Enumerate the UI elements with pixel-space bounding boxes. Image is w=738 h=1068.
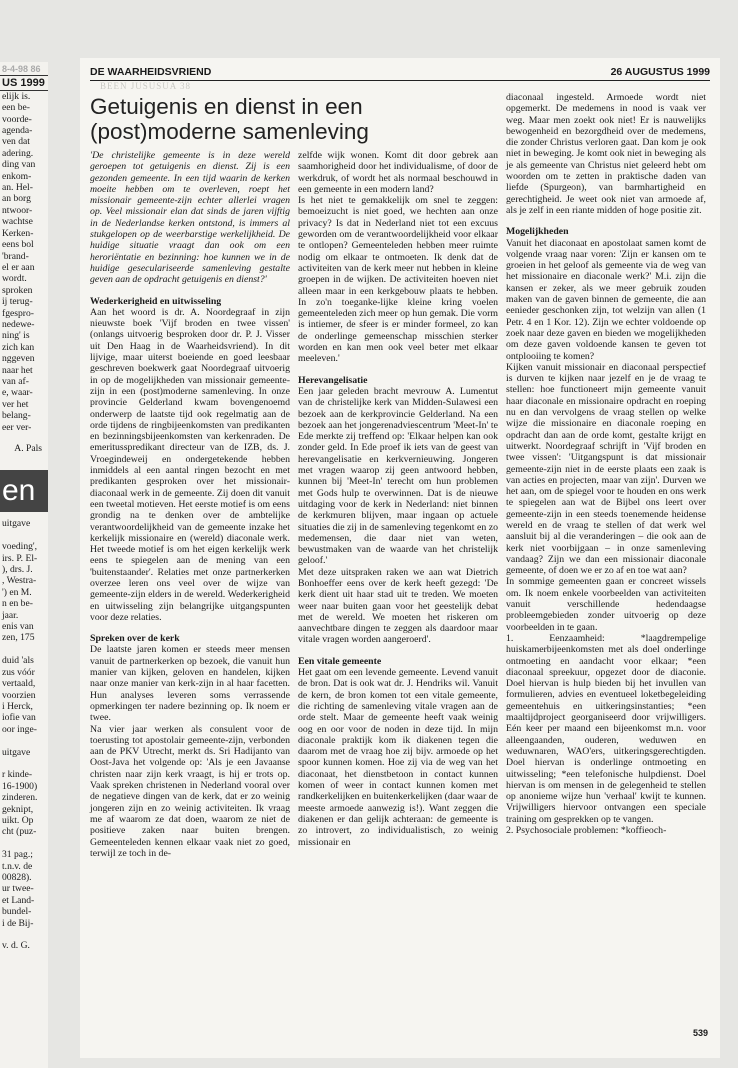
paragraph: Aan het woord is dr. A. Noordegraaf in zijn nieuwste boek 'Vijf broden en twee vissen' (onlangs uitvoerig besproken door dr. P. J. Visser uit Den Haag in de Waarheidsvriend). In dit lijvige, maar uiterst boeiende en goed leesbaar geschreven boekwerk gaat Noordegraaf uitvoerig in op de mogelijkheden van missionair gemeente-zijn in een (post)moderne samenleving. In onze provincie Gelderland kwam bovengenoemd onderwerp de laatste tijd ook regelmatig aan de orde tijdens de ringbijeenkomsten van predikanten en bezinningsbijeenkomsten van kerkenraden. De emeritusspredikant directeur van de IZB, ds. J. Vroegindeweij en ondergetekende hebben inmiddels al een aantal ringen bezocht en met predikanten gesproken over het missionair-diaconaal werk in de gemeente. Zij doen dit vanuit een tweetal motieven. Het eerste motief is om eens grondig na te denken over de ambtelijke verantwoordelijkheid van de gemeente inzake het kerkelijk missionaire en (wereld) diaconale werk. Het tweede motief is om het eigen kerkelijk werk eens te spiegelen aan de mening van een 'buitenstaander'. Relaties met onze partnerkerken overzee leren ons veel over de wijze van gemeente-zijn elders in de wereld. Wederkerigheid en uitwisseling zijn belangrijke uitgangspunten voor deze relaties. [90, 306, 290, 623]
strip-line [0, 758, 48, 769]
strip-line: duid 'als [2, 655, 34, 667]
issue-date: 26 AUGUSTUS 1999 [610, 66, 710, 78]
strip-line: zus vóór [2, 666, 35, 678]
strip-line: el er aan [2, 261, 35, 273]
subheading: Spreken over de kerk [90, 633, 180, 645]
paragraph: Een jaar geleden bracht mevrouw A. Lumentut van de christelijke kerk van Midden-Sulawesi een bezoek aan de kerkprovincie Gelderland. Na een bezoek aan het jongerenadviescentrum 'Meet-In' te Ede merkte zij treffend op: 'Elkaar helpen kan ook zonder geld. In Ede proef ik iets van de geest van herevangelisatie en kerkvernieuwing. Jongeren met vragen waarop zij geen antwoord hebben, kunnen bij 'Meet-In' terecht om hun problemen met Gods hulp te overwinnen. Dat is de nieuwe uitdaging voor de kerk in Nederland: niet binnen de kerkmuren blijven, maar ingaan op actuele situaties die zij in de samenleving tegenkomt en zo medemensen, die daar niet van weten, bewustmaken van de waarde van het christelijk geloof.' [298, 385, 498, 567]
strip-line: v. d. G. [2, 940, 30, 952]
strip-ghost-text: 8-4-98 86 [0, 62, 48, 76]
strip-line: een be- [2, 102, 30, 114]
column-1 [90, 150, 290, 859]
strip-line: ), drs. J. [2, 564, 33, 576]
paragraph: zelfde wijk wonen. Komt dit door gebrek aan saamhorigheid door het individualisme, of door de werkdruk, of wordt het als normaal beschouwd in een gemeente in een modern land? [298, 150, 498, 195]
lead-paragraph: 'De christelijke gemeente is in deze wereld geroepen tot getuigenis en dienst. Zij is een gezonden gemeente. In een tijd waarin de kerken moeite hebben om te overleven, roept het missionair gemeente-zijn echter allerlei vragen op. Veel missionair elan dat sinds de jaren vijftig in de Nederlandse kerken ontstond, is immers al stukgelopen op de weerbarstige werkelijkheid. De huidige situatie vraagt dan ook om een heroriëntatie en bezinning: hoe kunnen we in de huidige geseculariseerde samenleving gestalte geven aan de opdracht getuigenis en dienst?' [90, 150, 290, 286]
strip-line: ') en M. [2, 586, 32, 598]
strip-line: r kinde- [2, 769, 33, 781]
strip-text-b [0, 518, 48, 951]
strip-line [0, 838, 48, 849]
strip-line: zich kan [2, 341, 35, 353]
strip-line: e, waar- [2, 387, 33, 399]
subheading: Een vitale gemeente [298, 655, 382, 667]
strip-line: agenda- [2, 125, 33, 137]
strip-line: eer ver- [2, 421, 32, 433]
strip-line [0, 644, 48, 655]
strip-line: ij terug- [2, 296, 33, 308]
paragraph: 1. Eenzaamheid: *laagdrempelige huiskamerbijeenkomsten met als doel onderlinge ontmoeting en aandacht voor elkaar; *een diaconaal spreekuur, opgezet door de diaconie. Doel hiervan is hulp bieden bij het invullen van formulieren, advies en eventueel loketbegeleiding gemeentehuis en uitkeringsinstanties; *een maaltijdproject georganiseerd door vrijwilligers. Eén keer per maand een bijeenkomst m.n. voor alleengaanden, ouderen, weduwen en weduwnaren, WAO'ers, uitkeringsgerechtigden. Doel hiervan is onderlinge ontmoeting en uitwisseling; *een telefonische hulpdienst. Doel hiervan is om mensen in de gelegenheid te stellen op anonieme wijze hun 'verhaal' kwijt te kunnen. Vrijwilligers hiervoor ontvangen een speciale training om gesprekken op te vangen. [506, 632, 706, 825]
column-3 [506, 92, 706, 836]
strip-line: an borg [2, 193, 31, 205]
strip-line: ding van [2, 159, 36, 171]
paragraph: Na vier jaar werken als consulent voor de toerusting tot apostolair gemeente-zijn, verbonden aan de PKV Utrecht, merkt ds. Sri Hadijanto van Oost-Java het volgende op: 'Als je een Javaanse christen naar zijn kerk vraagt, is hij er trots op. Vaak spreken christenen in Nederland vooral over de negatieve dingen van de kerk, dat er zo weinig jongeren zijn en zo weinig activiteiten. Ik vraag me af waarom ze dat doen, waarom ze niet de positieve zaken naar buiten brengen. Gemeenteleden kennen elkaar vaak niet zo goed, terwijl ze toch in de- [90, 723, 290, 859]
strip-line: n en be- [2, 598, 33, 610]
strip-line: 'brand- [2, 250, 29, 262]
strip-line: wordt. [2, 273, 27, 285]
strip-heading: en [0, 470, 48, 512]
strip-line: elijk is. [2, 90, 31, 102]
strip-date: US 1999 [0, 76, 48, 90]
strip-line: et Land- [2, 894, 35, 906]
strip-line: t.n.v. de [2, 860, 33, 872]
subheading: Mogelijkheden [506, 226, 569, 238]
strip-line: nedewe- [2, 318, 35, 330]
paragraph: Het gaat om een levende gemeente. Levend vanuit de bron. Dat is ook wat dr. J. Hendriks wil. Vanuit de kern, de bron komen tot een vitale gemeente, die richting de samenleving vitale vragen aan de orde stelt. Maar de gemeente heeft vaak weinig oog en oor voor de noden in deze tijd. In mijn diaconale praktijk kom ik diakenen tegen die daarom met de vraag hoe zij bijv. armoede op het spoor kunnen komen. Hoe zij via de weg van het diaconaat, het dienstbetoon in contact kunnen komen of weer in contact kunnen komen met randkerkelijken en buitenkerkelijken (daar waar de meeste armoede aanwezig is!). Want zeggen die diakenen er dan gelijk achteraan: de gemeente is zo introvert, zo individualistisch, zo weinig missionair en [298, 667, 498, 848]
strip-line: Kerken- [2, 227, 34, 239]
subheading: Herevangelisatie [298, 374, 368, 386]
strip-line: ur twee- [2, 883, 34, 895]
strip-line: 31 pag.; [2, 849, 33, 861]
strip-line: ntwoor- [2, 204, 33, 216]
strip-line: i Herck, [2, 700, 33, 712]
strip-line: i de Bij- [2, 917, 34, 929]
strip-line: iofie van [2, 712, 36, 724]
strip-line [0, 735, 48, 746]
article-title: Getuigenis en dienst in een (post)moderne samenleving [90, 94, 369, 144]
paragraph: In sommige gemeenten gaan er concreet wissels om. Ik noem enkele voorbeelden van activiteiten vanuit verschillende hedendaagse probleemgebieden zonder uitvoerig op deze voorbeelden in te gaan. [506, 576, 706, 633]
strip-text-a [0, 91, 48, 433]
subheading: Wederkerigheid en uitwisseling [90, 295, 222, 307]
bleed-through-text: BEEN JUSUSUA 38 [100, 81, 192, 91]
strip-line: van af- [2, 375, 29, 387]
page-number: 539 [692, 1028, 708, 1038]
publication-name: DE WAARHEIDSVRIEND [90, 66, 212, 78]
strip-line: ning' is [2, 330, 30, 342]
paragraph: Met deze uitspraken raken we aan wat Dietrich Bonhoeffer eens over de kerk heeft gezegd: 'De kerk dient uit haar stad uit te treden. We moeten weer naar buiten gaan voor het geestelijk debat met de wereld. We moeten het riskeren om aanvechtbare dingen te zeggen als daardoor maar vitale vragen worden aangeroerd'. [298, 566, 498, 646]
strip-line: belang- [2, 410, 31, 422]
paragraph: Vanuit het diaconaat en apostolaat samen komt de volgende vraag naar voren: 'Zijn er kansen om te groeien in het geloof als gemeente via de weg van het missionaire en diaconale werk?' M.i. zijn die kansen er zeker, als we meer gebruik zouden maken van de gaven binnen de gemeente, die aan eenieder geschonken zijn, tot welzijn van allen (1 Petr. 4 en 1 Kor. 12). Zijn we echter voldoende op zoek naar deze gaven en bieden we mogelijkheden om deze gaven voldoende kansen te geven tot ontplooiing te komen? [506, 237, 706, 362]
paragraph: diaconaal ingesteld. Armoede wordt niet opgemerkt. De medemens in nood is vaak ver weg. Maar men zoekt ook niet! Er is nauwelijks bewogenheid en bezorgdheid over de medemens, die zonder Christus verloren gaat. Dan kom je ook niet in beweging. Je komt ook niet in beweging als je als gemeente van Christus niet geleerd hebt om woorden om te zetten in praktische daden van liefde (Spurgeon), van barmhartigheid en gerechtigheid. Je weet ook niet van armoede af, als je zelf in een riante midden of hoge positie zit. [506, 92, 706, 216]
strip-line: fgespro- [2, 307, 34, 319]
strip-line: 00828). [2, 872, 32, 883]
strip-line: eens bol [2, 239, 34, 251]
strip-signature: A. Pals [14, 443, 42, 454]
strip-line: voeding', [2, 541, 38, 553]
column-2 [298, 150, 498, 848]
paragraph: Is het niet te gemakkelijk om snel te zeggen: bemoeizucht is niet goed, we hechten aan onze privacy? Is dat in Nederland niet tot een excuus geworden om de verantwoordelijkheid voor elkaar te ontlopen? Gemeenteleden hebben meer ruimte nodig om elkaar te ontmoeten. Ik denk dat de activiteiten van de kerk meer nut hebben in kleine groepen in de wijken. De activiteiten hoeven niet alleen maar in een kerkgebouw plaats te hebben. In zo'n toeganke-lijke kleine kring voelen gemeenteleden zich meer op hun gemak. Die vorm is intiemer, de sfeer is er minder formeel, zo kan de onderlinge gemeenschap misschien sterker worden en kan men ook veel beter met elkaar meeleven.' [298, 195, 498, 365]
strip-line: bundel- [2, 906, 32, 918]
strip-line: 16-1900) [2, 780, 38, 792]
previous-page-strip [0, 62, 48, 1068]
strip-line: nggeven [2, 353, 35, 365]
strip-line: jaar. [2, 609, 19, 621]
strip-line: vertaald, [2, 678, 36, 690]
strip-line [0, 530, 48, 541]
paragraph: De laatste jaren komen er steeds meer mensen vanuit de partnerkerken op bezoek, die vanuit hun manier van kijken, geloven en handelen, kijken naar onze manier van kerk-zijn in al haar facetten. Hun analyses leveren soms verrassende opmerkingen ter nadere bezinning op. Ik noem er twee. [90, 644, 290, 724]
strip-line: naar het [2, 364, 33, 376]
paragraph: Kijken vanuit missionair en diaconaal perspectief is durven te kijken naar jezelf en je de vraag te stellen: hoe functioneert mijn gemeente vanuit haar diaconale en missionaire opdracht en roeping nu en dan vervolgens de vraag stellen op welke wijze die missionaire en diaconale roeping en opdracht dan aan de orde komt, gestalte krijgt en uitwerkt. Noordegraaf schrijft in 'Vijf broden en twee vissen': 'Uitgangspunt is dat missionair gemeente-zijn niet in de eerste plaats een zaak is van acties en projecten, maar van zijn'. Durven we het aan, om de spiegel voor te houden en ons werk te spiegelen aan wat de Bijbel ons leert over gemeente-zijn in een steeds toenemende heidense wereld en de vraag te stellen of dat werk wel aansluit bij al die veranderingen – die ook aan de kerk niet voorbijgaan – in onze samenleving vandaag? Zijn we dan een missionair diaconale gemeente, of doen we er zo af en toe wat aan? [506, 361, 706, 577]
strip-line: an. Hel- [2, 182, 33, 194]
strip-line: uikt. Op [2, 814, 34, 826]
running-header [90, 64, 710, 81]
strip-line: irs. P. El- [2, 552, 38, 564]
strip-line: ven dat [2, 136, 30, 148]
strip-line: uitgave [2, 746, 31, 758]
article-page [80, 58, 720, 1058]
strip-line: oor inge- [2, 723, 37, 735]
strip-line: geknipt, [2, 803, 34, 815]
strip-line: cht (puz- [2, 826, 37, 838]
strip-line: wachtse [2, 216, 33, 228]
strip-line: voorzien [2, 689, 36, 701]
strip-line: , Westra- [2, 575, 37, 587]
strip-line: zen, 175 [2, 632, 35, 644]
strip-line: uitgave [2, 518, 31, 530]
strip-line: ver het [2, 398, 29, 410]
strip-line: adering. [2, 147, 34, 159]
strip-line: zinderen. [2, 792, 38, 804]
strip-line: voorde- [2, 113, 32, 125]
strip-line [0, 929, 48, 940]
paragraph: 2. Psychosociale problemen: *koffieoch- [506, 825, 667, 836]
strip-line: sproken [2, 284, 33, 296]
strip-line: enkom- [2, 170, 32, 182]
strip-line: enis van [2, 621, 34, 633]
